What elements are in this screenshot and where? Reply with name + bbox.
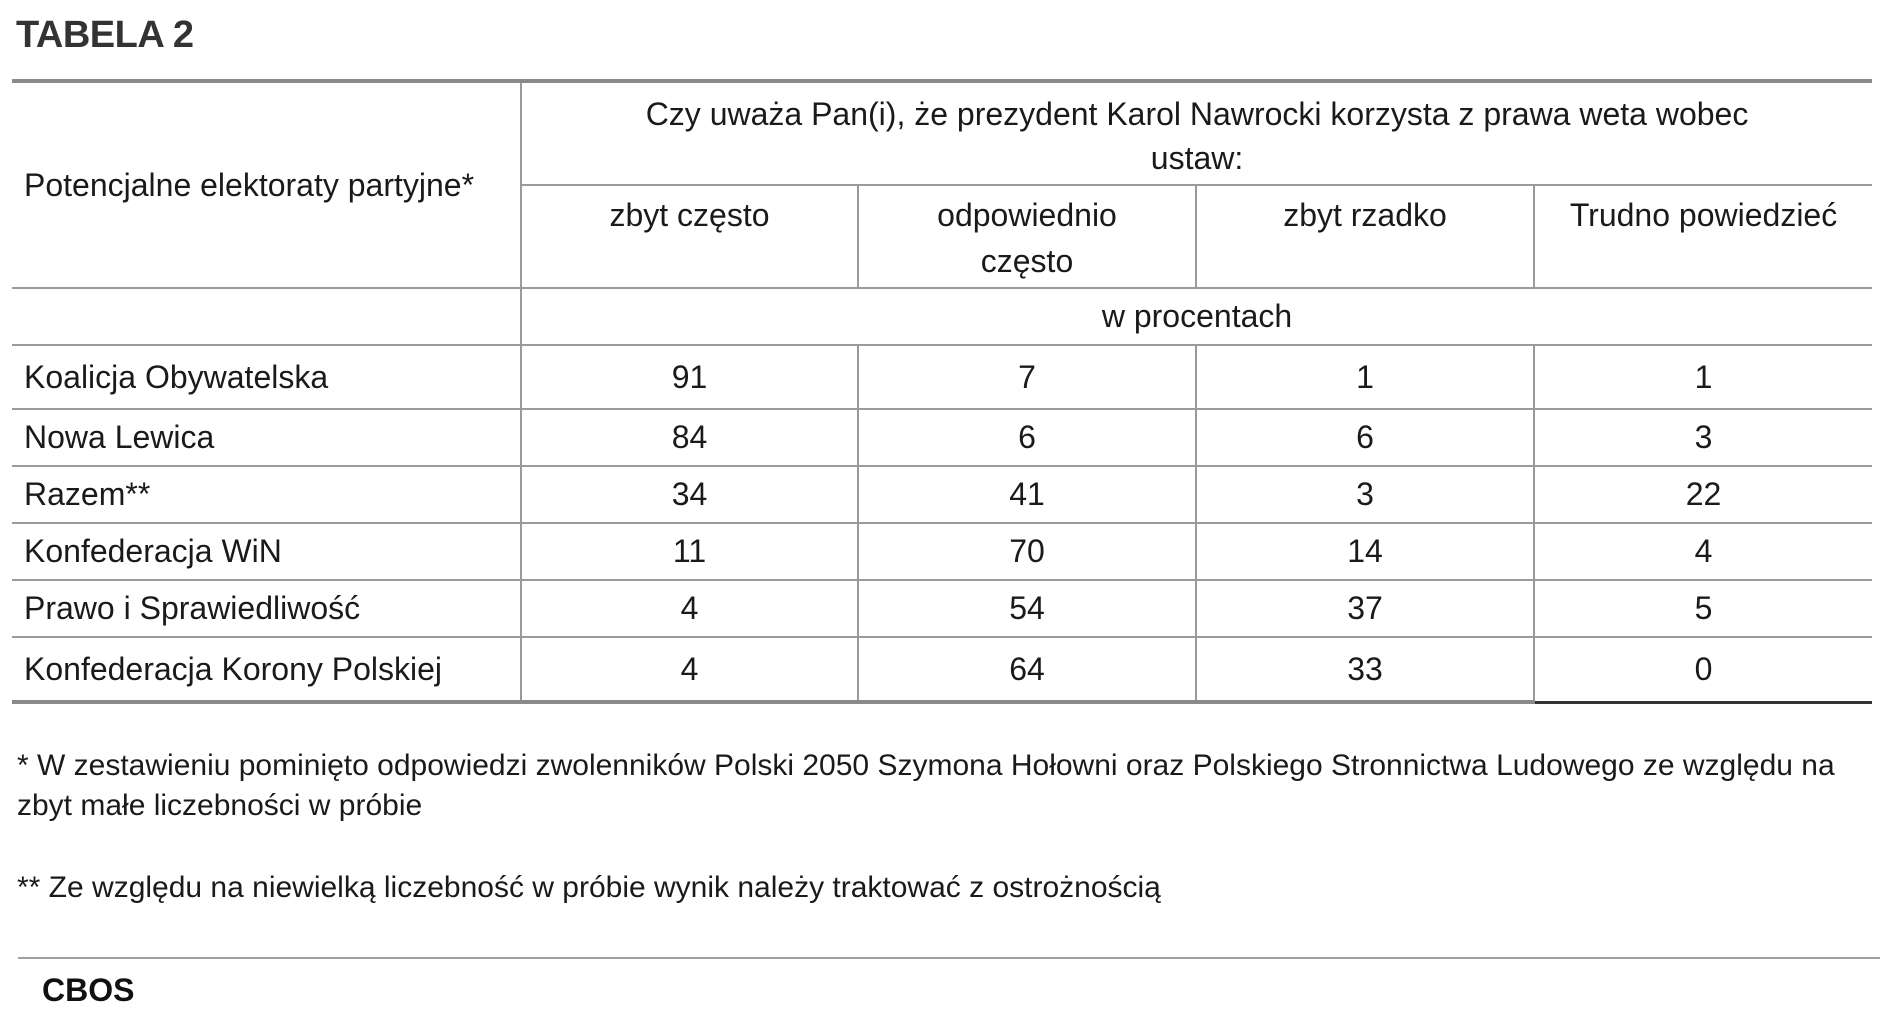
value-cell: 11: [521, 523, 858, 580]
value-cell: 64: [858, 637, 1196, 702]
stub-header: Potencjalne elektoraty partyjne*: [12, 81, 521, 288]
value-cell: 1: [1196, 345, 1534, 409]
value-cell: 4: [521, 637, 858, 702]
table-title: TABELA 2: [16, 14, 194, 56]
value-cell: 3: [1534, 409, 1872, 466]
question-header: Czy uważa Pan(i), że prezydent Karol Nawrocki korzysta z prawa weta wobec ustaw:: [521, 81, 1872, 185]
value-cell: 91: [521, 345, 858, 409]
table-row: [12, 409, 1872, 466]
value-cell: 6: [1196, 409, 1534, 466]
value-cell: 0: [1534, 637, 1872, 702]
value-cell: 41: [858, 466, 1196, 523]
value-cell: 1: [1534, 345, 1872, 409]
source-logo: CBOS: [42, 972, 135, 1008]
row-label: Konfederacja WiN: [12, 523, 521, 580]
table-row: [12, 345, 1872, 409]
stub-spacer: [12, 288, 521, 345]
value-cell: 7: [858, 345, 1196, 409]
value-cell: 14: [1196, 523, 1534, 580]
row-label: Prawo i Sprawiedliwość: [12, 580, 521, 637]
value-cell: 4: [521, 580, 858, 637]
row-label: Razem**: [12, 466, 521, 523]
value-cell: 5: [1534, 580, 1872, 637]
value-cell: 22: [1534, 466, 1872, 523]
column-header: odpowiednio często: [858, 185, 1196, 288]
value-cell: 70: [858, 523, 1196, 580]
value-cell: 6: [858, 409, 1196, 466]
results-table: [12, 79, 1872, 704]
value-cell: 54: [858, 580, 1196, 637]
column-header: Trudno powiedzieć: [1534, 185, 1872, 288]
table-row: [12, 466, 1872, 523]
row-label: Konfederacja Korony Polskiej: [12, 637, 521, 702]
value-cell: 4: [1534, 523, 1872, 580]
row-label: Koalicja Obywatelska: [12, 345, 521, 409]
column-header: zbyt często: [521, 185, 858, 288]
value-cell: 37: [1196, 580, 1534, 637]
table-row: [12, 637, 1872, 702]
unit-header: w procentach: [521, 288, 1872, 345]
value-cell: 33: [1196, 637, 1534, 702]
divider: [18, 957, 1880, 959]
footnote-2: ** Ze względu na niewielką liczebność w próbie wynik należy traktować z ostrożnością: [17, 871, 1161, 904]
footnote-1: * W zestawieniu pominięto odpowiedzi zwolenników Polski 2050 Szymona Hołowni oraz Polskiego Stronnictwa Ludowego ze względu na zbyt małe liczebności w próbie: [17, 749, 1835, 822]
value-cell: 84: [521, 409, 858, 466]
table-row: [12, 580, 1872, 637]
row-label: Nowa Lewica: [12, 409, 521, 466]
value-cell: 3: [1196, 466, 1534, 523]
column-header: zbyt rzadko: [1196, 185, 1534, 288]
value-cell: 34: [521, 466, 858, 523]
table-row: [12, 523, 1872, 580]
